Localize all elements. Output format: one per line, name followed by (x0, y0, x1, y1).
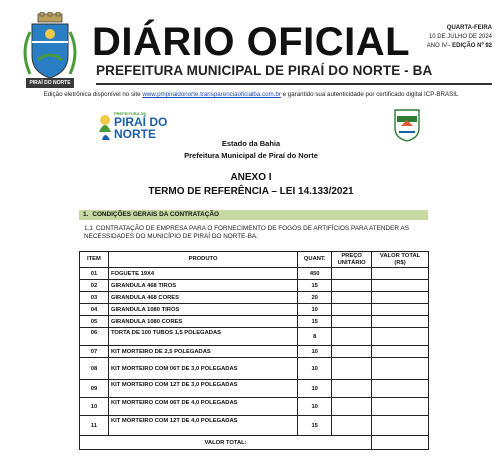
item-cell: 08 (80, 358, 109, 380)
total-cell (372, 398, 429, 416)
total-cell (372, 358, 429, 380)
unit-price-cell (332, 358, 372, 380)
table-row (80, 380, 429, 398)
emblem-ribbon: PIRAÍ DO NORTE (29, 80, 71, 86)
unit-price-cell (332, 304, 372, 316)
qty-cell: 10 (298, 358, 332, 380)
item-cell: 03 (80, 292, 109, 304)
unit-price-cell (332, 328, 372, 346)
table-header-row (80, 252, 429, 268)
col-header-item: ITEM (80, 252, 109, 268)
total-cell (372, 292, 429, 304)
unit-price-cell (332, 346, 372, 358)
electronic-edition-notice (0, 91, 502, 98)
total-cell (372, 268, 429, 280)
qty-cell: 10 (298, 304, 332, 316)
total-cell (372, 380, 429, 398)
item-cell: 02 (80, 280, 109, 292)
product-cell: KIT MORTEIRO COM 06T DE 3,0 POLEGADAS (108, 358, 297, 380)
product-cell: KIT MORTEIRO DE 2,5 POLEGADAS (108, 346, 297, 358)
col-header-unit-price: PREÇO UNITÁRIO (332, 252, 372, 268)
annex-heading: ANEXO I (230, 172, 272, 183)
product-cell: GIRANDULA 468 TIROS (108, 280, 297, 292)
product-cell: KIT MORTEIRO COM 12T DE 4,0 POLEGADAS (108, 416, 297, 436)
table-row (80, 280, 429, 292)
qty-cell: 15 (298, 416, 332, 436)
table-row (80, 268, 429, 280)
total-label: VALOR TOTAL: (80, 436, 372, 450)
table-row (80, 398, 429, 416)
prefecture-heading: Prefeitura Municipal de Piraí do Norte (184, 151, 318, 160)
product-cell: GIRANDULA 468 CORES (108, 292, 297, 304)
total-cell (372, 346, 429, 358)
logo-line1: PIRAÍ DO (114, 115, 168, 129)
clause-text: CONTRATAÇÃO DE EMPRESA PARA O FORNECIMENTO DE FOGOS DE ARTIFÍCIOS PARA ATENDER AS NECESSIDADES DO MUNICÍPIO DE PIRAÍ DO NORTE-BA. (84, 225, 409, 240)
table-row (80, 346, 429, 358)
unit-price-cell (332, 398, 372, 416)
qty-cell: 20 (298, 292, 332, 304)
item-cell: 11 (80, 416, 109, 436)
notice-link[interactable]: www.pmpiraidonorte.transparenciaoficialba.com.br (142, 91, 281, 98)
qty-cell: 10 (298, 346, 332, 358)
qty-cell: 15 (298, 316, 332, 328)
table-row (80, 316, 429, 328)
municipal-flag-shield-icon (393, 108, 421, 142)
product-cell: GIRANDULA 1080 TIROS (108, 304, 297, 316)
qty-cell: 10 (298, 398, 332, 416)
table-row (80, 328, 429, 346)
logo-text (114, 112, 167, 140)
item-cell: 05 (80, 316, 109, 328)
clause-paragraph (84, 225, 434, 241)
unit-price-cell (332, 292, 372, 304)
qty-cell: 10 (298, 380, 332, 398)
col-header-qty: QUANT. (298, 252, 332, 268)
edition-label: ANO IV– EDIÇÃO Nº 92 (426, 43, 492, 49)
total-cell (372, 328, 429, 346)
state-heading: Estado da Bahia (221, 139, 281, 148)
table-row (80, 416, 429, 436)
product-cell: FOGUETE 19X4 (108, 268, 297, 280)
page-title: DIÁRIO OFICIAL (92, 20, 411, 64)
section-number: 1. (83, 211, 89, 218)
col-header-product: PRODUTO (108, 252, 297, 268)
item-cell: 04 (80, 304, 109, 316)
unit-price-cell (332, 268, 372, 280)
edition-info (427, 24, 492, 51)
unit-price-cell (332, 280, 372, 292)
col-header-total: VALOR TOTAL (R$) (372, 252, 429, 268)
product-cell: GIRANDULA 1080 CORES (108, 316, 297, 328)
term-heading: TERMO DE REFERÊNCIA – LEI 14.133/2021 (148, 186, 354, 197)
total-value-cell (372, 436, 429, 450)
qty-cell: 450 (298, 268, 332, 280)
unit-price-cell (332, 380, 372, 398)
table-row (80, 358, 429, 380)
weekday-label: QUARTA-FEIRA (446, 25, 492, 31)
product-cell: KIT MORTEIRO COM 06T DE 4,0 POLEGADAS (108, 398, 297, 416)
item-cell: 07 (80, 346, 109, 358)
item-cell: 06 (80, 328, 109, 346)
logo-small-text: PREFEITURA DE (114, 111, 147, 116)
item-cell: 01 (80, 268, 109, 280)
qty-cell: 15 (298, 280, 332, 292)
unit-price-cell (332, 416, 372, 436)
table-total-row (80, 436, 429, 450)
product-cell: KIT MORTEIRO COM 12T DE 3,0 POLEGADAS (108, 380, 297, 398)
total-cell (372, 304, 429, 316)
page-subtitle: PREFEITURA MUNICIPAL DE PIRAÍ DO NORTE - BA (96, 63, 433, 78)
item-cell: 09 (80, 380, 109, 398)
total-cell (372, 416, 429, 436)
table-row (80, 304, 429, 316)
items-table (79, 251, 429, 450)
date-label: 10 DE JULHO DE 2024 (428, 34, 492, 40)
section-title: CONDIÇÕES GERAIS DA CONTRATAÇÃO (92, 211, 219, 218)
item-cell: 10 (80, 398, 109, 416)
unit-price-cell (332, 316, 372, 328)
qty-cell: 8 (298, 328, 332, 346)
header-divider (96, 83, 492, 85)
notice-text-before: Edição eletrônica disponível no site (43, 91, 143, 98)
total-cell (372, 316, 429, 328)
product-cell: TORTA DE 100 TUBOS 1,5 POLEGADAS (108, 328, 297, 346)
total-cell (372, 280, 429, 292)
logo-line2: NORTE (114, 127, 156, 141)
table-row (80, 292, 429, 304)
clause-number: 1.1 (84, 225, 93, 232)
section-header (79, 210, 428, 220)
notice-text-after: e garantido sua autenticidade por certificado digital ICP-BRASIL (280, 91, 459, 98)
